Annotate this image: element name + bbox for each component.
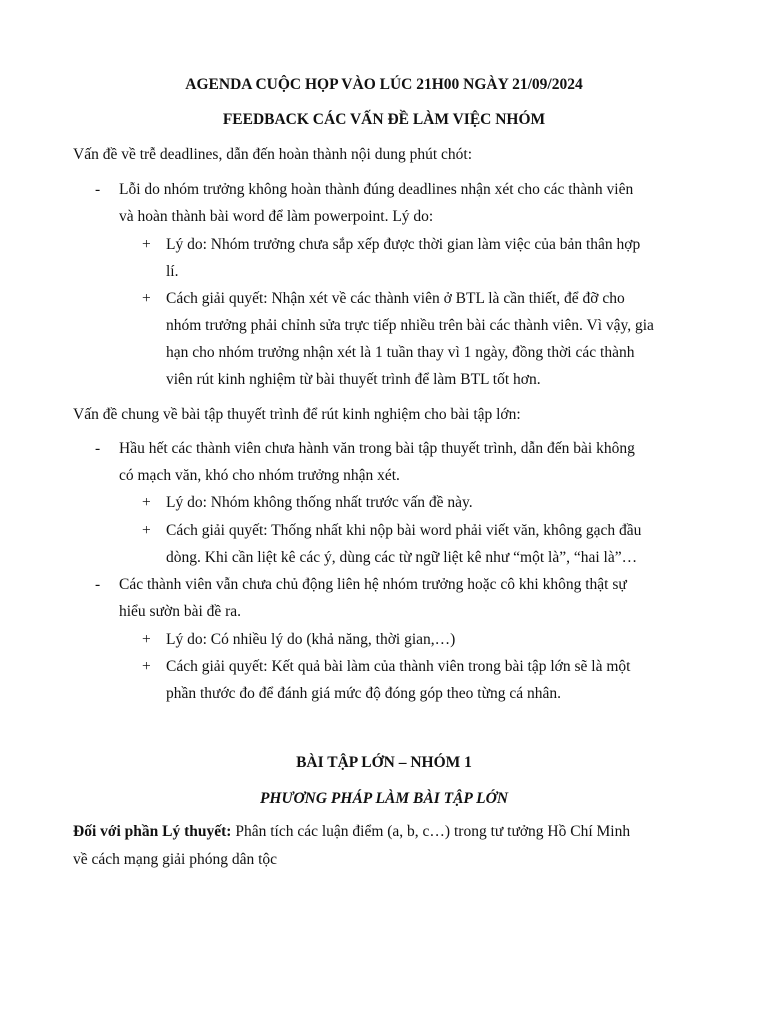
sub-item-line: nhóm trưởng phải chỉnh sửa trực tiếp nhiều trên bài các thành viên. Vì vậy, gia [166,317,654,334]
sub-item-line: phần thước đo để đánh giá mức độ đóng góp theo từng cá nhân. [166,685,561,702]
agenda-heading: AGENDA CUỘC HỌP VÀO LÚC 21H00 NGÀY 21/09/2024 [185,76,583,93]
list-item-line: Hầu hết các thành viên chưa hành văn trong bài tập thuyết trình, dẫn đến bài không [119,440,635,457]
plus-bullet: + [142,658,151,675]
theory-paragraph-line [73,822,630,842]
feedback-heading: FEEDBACK CÁC VẤN ĐỀ LÀM VIỆC NHÓM [222,111,546,128]
dash-bullet: - [95,440,101,457]
theory-label: Đối với phần Lý thuyết: [73,823,232,840]
list-item-line: Lỗi do nhóm trưởng không hoàn thành đúng deadlines nhận xét cho các thành viên [119,181,634,198]
plus-bullet: + [142,290,151,307]
sub-item-line: Lý do: Nhóm trưởng chưa sắp xếp được thời gian làm việc của bản thân hợp [166,236,641,253]
sub-item-line: dòng. Khi cần liệt kê các ý, dùng các từ ngữ liệt kê như “một là”, “hai là”… [166,549,638,566]
list-item-line: Các thành viên vẫn chưa chủ động liên hệ nhóm trưởng hoặc cô khi không thật sự [119,576,627,593]
sub-item-line: Cách giải quyết: Nhận xét về các thành viên ở BTL là cần thiết, để đỡ cho [166,290,625,307]
list-item-line: có mạch văn, khó cho nhóm trưởng nhận xét. [119,467,400,484]
method-subtitle: PHƯƠNG PHÁP LÀM BÀI TẬP LỚN [259,790,509,807]
sub-item-line: Cách giải quyết: Kết quả bài làm của thành viên trong bài tập lớn sẽ là một [166,658,631,675]
dash-bullet: - [95,576,101,593]
plus-bullet: + [142,236,151,253]
sub-item-line: Lý do: Nhóm không thống nhất trước vấn đề này. [166,494,473,511]
sub-item-line: hạn cho nhóm trưởng nhận xét là 1 tuần thay vì 1 ngày, đồng thời các thành [166,344,635,361]
theory-text: Phân tích các luận điểm (a, b, c…) trong tư tưởng Hồ Chí Minh [231,823,631,840]
section-intro-presentation: Vấn đề chung về bài tập thuyết trình để rút kinh nghiệm cho bài tập lớn: [73,406,521,423]
list-item-line: hiểu sườn bài đề ra. [119,603,242,620]
section-intro-deadlines: Vấn đề về trễ deadlines, dẫn đến hoàn thành nội dung phút chót: [73,146,473,163]
plus-bullet: + [142,631,151,648]
assignment-title: BÀI TẬP LỚN – NHÓM 1 [296,754,472,771]
dash-bullet: - [95,181,101,198]
sub-item-line: Lý do: Có nhiều lý do (khả năng, thời gian,…) [166,631,456,648]
plus-bullet: + [142,522,151,539]
sub-item-line: lí. [166,263,179,280]
theory-paragraph-line: về cách mạng giải phóng dân tộc [73,851,278,868]
plus-bullet: + [142,494,151,511]
list-item-line: và hoàn thành bài word để làm powerpoint. Lý do: [119,208,434,225]
sub-item-line: viên rút kinh nghiệm từ bài thuyết trình để làm BTL tốt hơn. [166,371,541,388]
sub-item-line: Cách giải quyết: Thống nhất khi nộp bài word phải viết văn, không gạch đầu [166,522,642,539]
